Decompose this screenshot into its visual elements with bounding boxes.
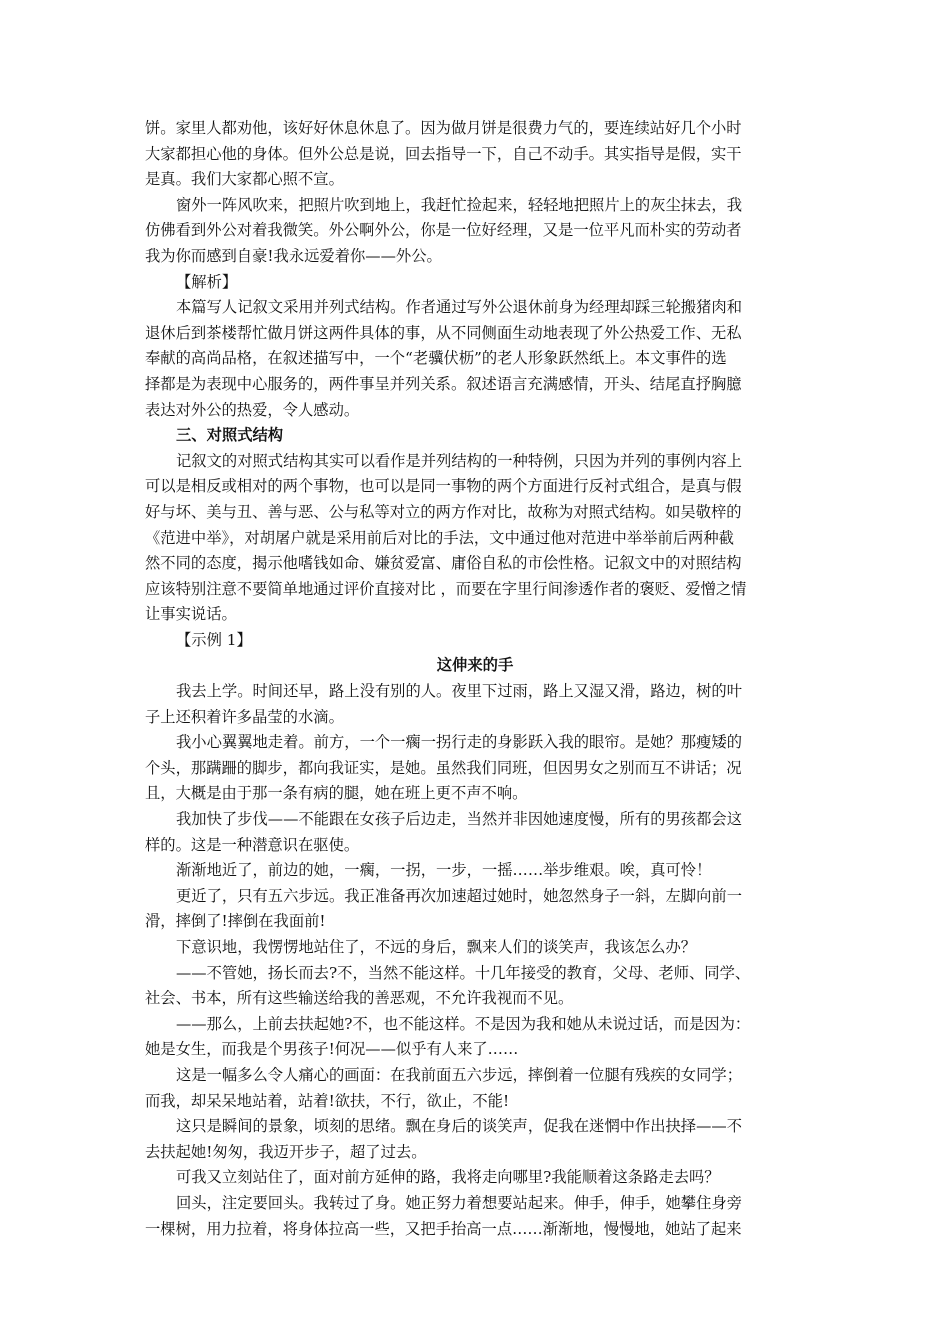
text-line: 下意识地，我愣愣地站住了，不远的身后，飘来人们的谈笑声，我该怎么办？: [176, 938, 697, 956]
text-line: 而我，却呆呆地站着，站着!欲扶，不行，欲止，不能!: [145, 1091, 510, 1110]
text-line: 是真。我们大家都心照不宣。: [145, 170, 344, 189]
text-line: 表达对外公的热爱，令人感动。: [145, 400, 360, 419]
text-line: 更近了，只有五六步远。我正准备再次加速超过她时，她忽然身子一斜，左脚向前一: [176, 886, 742, 905]
text-line: 这是一幅多么令人痛心的画面：在我前面五六步远，摔倒着一位腿有残疾的女同学；: [176, 1065, 742, 1084]
text-line: 大家都担心他的身体。但外公总是说，回去指导一下，自己不动手。其实指导是假，实干: [145, 144, 742, 163]
text-line: 子上还积着许多晶莹的水滴。: [145, 707, 344, 726]
text-line: 滑，摔倒了!摔倒在我面前!: [145, 912, 326, 931]
text-line: 本篇写人记叙文采用并列式结构。作者通过写外公退休前身为经理却踩三轮搬猪肉和: [176, 298, 742, 317]
document-page: [145, 116, 805, 1242]
text-line: 择都是为表现中心服务的，两件事呈并列关系。叙述语言充满感情，开头、结尾直抒胸臆: [145, 374, 742, 393]
text-line: 我为你而感到自豪!我永远爱着你——外公。: [145, 246, 442, 265]
text-line: 然不同的态度，揭示他嗜钱如命、嫌贫爱富、庸俗自私的市侩性格。记叙文中的对照结构: [145, 554, 742, 573]
text-line: 好与坏、美与丑、善与恶、公与私等对立的两方作对比，故称为对照式结构。如吴敬梓的: [145, 502, 742, 521]
text-line: 我去上学。时间还早，路上没有别的人。夜里下过雨，路上又湿又滑，路边，树的叶: [176, 682, 742, 701]
text-line: 回头，注定要回头。我转过了身。她正努力着想要站起来。伸手，伸手，她攀住身旁: [176, 1193, 742, 1212]
text-line: 饼。家里人都劝他，该好好休息休息了。因为做月饼是很费力气的，要连续站好几个小时: [145, 119, 742, 137]
text-line: 社会、书本，所有这些输送给我的善恶观，不允许我视而不见。: [145, 989, 574, 1008]
text-line: 我加快了步伐——不能跟在女孩子后边走，当然并非因她速度慢，所有的男孩都会这: [176, 810, 742, 829]
text-line: 让事实说话。: [145, 605, 237, 624]
text-line: 可我又立刻站住了，面对前方延伸的路，我将走向哪里?我能顺着这条路走去吗？: [176, 1168, 720, 1187]
text-line: 记叙文的对照式结构其实可以看作是并列结构的一种特例，只因为并列的事例内容上: [176, 451, 742, 470]
text-line: 且，大概是由于那一条有病的腿，她在班上更不声不响。: [145, 784, 528, 803]
text-line: 样的。这是一种潜意识在驱使。: [145, 835, 360, 854]
text-line: 奉献的高尚品格，在叙述描写中，一个“老骥伏枥”的老人形象跃然纸上。本文事件的选: [145, 349, 727, 368]
text-line: 可以是相反或相对的两个事物，也可以是同一事物的两个方面进行反衬式组合，是真与假: [145, 477, 742, 496]
text-line: ——不管她，扬长而去?不，当然不能这样。十几年接受的教育，父母、老师、同学、: [176, 963, 751, 982]
text-line: 【解析】: [176, 272, 238, 291]
text-line: 【示例 1】: [176, 630, 252, 649]
text-line: 我小心翼翼地走着。前方，一个一瘸一拐行走的身影跃入我的眼帘。是她？那瘦矮的: [176, 733, 742, 752]
text-line: 个头，那蹒跚的脚步，都向我证实，是她。虽然我们同班，但因男女之别而互不讲话；况: [145, 758, 742, 777]
section-heading: 三、对照式结构: [176, 426, 284, 445]
story-title: 这伸来的手: [436, 656, 514, 675]
text-line: 去扶起她!匆匆，我迈开步子，超了过去。: [145, 1142, 427, 1161]
text-line: 《范进中举》，对胡屠户就是采用前后对比的手法，文中通过他对范进中举举前后两种截: [145, 528, 734, 547]
text-line: 这只是瞬间的景象，顷刻的思绪。飘在身后的谈笑声，促我在迷惘中作出抉择——不: [176, 1117, 742, 1136]
text-line: 仿佛看到外公对着我微笑。外公啊外公，你是一位好经理，又是一位平凡而朴实的劳动者: [145, 221, 742, 240]
text-line: 渐渐地近了，前边的她，一瘸，一拐，一步，一摇……举步维艰。唉，真可怜！: [176, 861, 712, 880]
text-line: 一棵树，用力拉着，将身体拉高一些，又把手抬高一点……渐渐地，慢慢地，她站了起来: [145, 1219, 742, 1238]
text-line: 窗外一阵风吹来，把照片吹到地上，我赶忙捡起来，轻轻地把照片上的灰尘抹去，我: [176, 195, 742, 214]
text-line: 退休后到茶楼帮忙做月饼这两件具体的事，从不同侧面生动地表现了外公热爱工作、无私: [145, 323, 742, 342]
text-line: ——那么，上前去扶起她?不，也不能这样。不是因为我和她从未说过话，而是因为：: [176, 1014, 751, 1033]
text-line: 应该特别注意不要简单地通过评价直接对比 ，而要在字里行间渗透作者的褒贬、爱憎之情: [145, 579, 747, 598]
text-line: 她是女生，而我是个男孩子!何况——似乎有人来了……: [145, 1040, 519, 1059]
